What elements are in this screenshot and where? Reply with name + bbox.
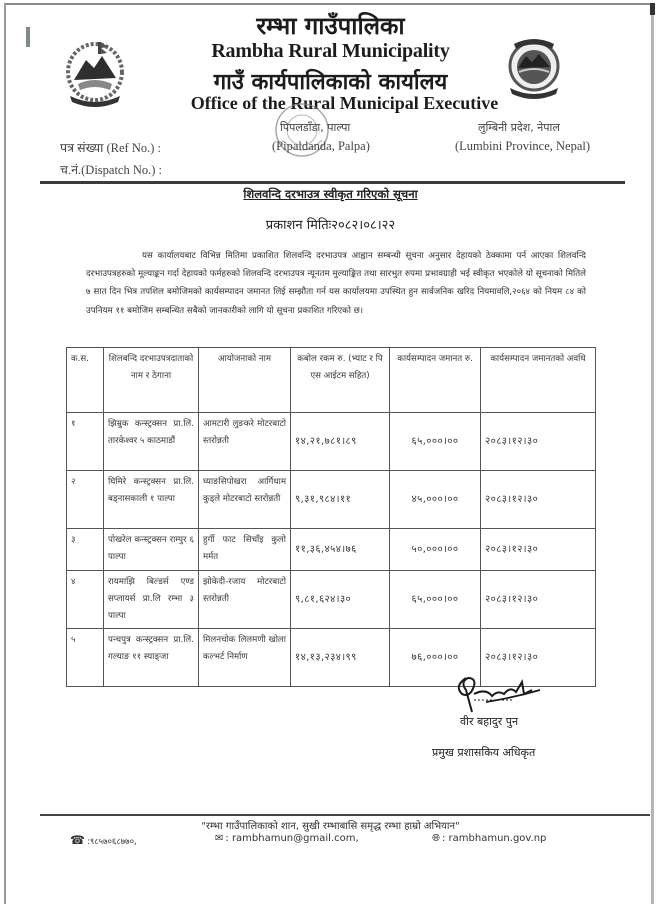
cell-validity: २०८३।१२।३० — [481, 413, 596, 471]
signature-icon — [452, 672, 544, 714]
office-name-nepali: गाउँ कार्यपालिकाको कार्यालय — [213, 70, 448, 95]
email-address[interactable]: : rambhamun@gmail.com, — [225, 833, 359, 844]
cell-validity: २०८३।१२।३० — [481, 529, 596, 571]
globe-icon: 🌐︎ — [432, 833, 440, 844]
cell-sn: ४ — [67, 571, 104, 629]
publication-date: प्रकाशन मितिः२०८२।०८।२२ — [265, 218, 396, 233]
footer-phone — [70, 833, 137, 847]
cell-bidder: घिमिरे कन्स्ट्रक्सन प्रा.लि. बड्नासकाली १ पाल्पा — [104, 471, 199, 529]
cell-validity: २०८३।१२।३० — [481, 571, 596, 629]
cell-project: मिलनचोक लिलमणी खोला कल्भर्ट निर्माण — [199, 629, 291, 687]
cell-bid-amount: ११,३६,४५४।७६ — [291, 529, 390, 571]
header-project: आयोजनाको नाम — [199, 348, 291, 413]
cell-project: झोकेदी-रजाय मोटरबाटो स्तरोन्नती — [199, 571, 291, 629]
cell-sn: १ — [67, 413, 104, 471]
cell-sn: ३ — [67, 529, 104, 571]
ref-no-label: पत्र संख्या (Ref No.) : — [60, 141, 161, 155]
cell-bidder: रायमाझि बिल्डर्स एण्ड सप्लायर्स प्रा.लि रम्भा ३ पाल्पा — [104, 571, 199, 629]
org-name-nepali: रम्भा गाउँपालिका — [256, 12, 405, 40]
table-row — [67, 571, 596, 629]
location-nepali: पिपलडाँडा, पाल्पा — [280, 121, 351, 134]
footer-slogan: "रम्भा गाउँपालिकाको शान, सुखी रम्भाबासि समृद्ध रम्भा हाम्रो अभियान" — [201, 821, 460, 832]
cell-bid-amount: १४,२१,७८१।८९ — [291, 413, 390, 471]
header-sn: क.स. — [67, 348, 104, 413]
header-bid-amount: कबोल रकम रु. (भ्याट र पि एस आईटम सहित) — [291, 348, 390, 413]
footer-email[interactable] — [215, 833, 359, 844]
cell-security: ७६,०००।०० — [390, 629, 481, 687]
notice-title-text: शिलवन्दि दरभाउत्र स्वीकृत गरिएको सूचना — [243, 187, 418, 201]
envelope-icon: ✉ — [215, 833, 224, 844]
dispatch-no-label: च.नं.(Dispatch No.) : — [60, 163, 163, 177]
official-stamp-icon — [262, 100, 342, 170]
cell-project: आमटारी लुङकरे मोटरबाटो स्तरोन्नती — [199, 413, 291, 471]
signatory-name: वीर बहादुर पुन — [460, 715, 519, 728]
header-divider — [40, 181, 625, 184]
org-name-english: Rambha Rural Municipality — [211, 40, 450, 62]
cell-security: ४५,०००।०० — [390, 471, 481, 529]
cell-bid-amount: ९,८१,६२४।३० — [291, 571, 390, 629]
table-row — [67, 529, 596, 571]
cell-security: ५०,०००।०० — [390, 529, 481, 571]
scan-edge-right — [651, 4, 654, 904]
table-row — [67, 413, 596, 471]
notice-title — [0, 187, 661, 202]
cell-security: ६५,०००।०० — [390, 571, 481, 629]
header-bidder: शिलबन्दि दरभाउपत्रदाताको नाम र ठेगाना — [104, 348, 199, 413]
signatory-designation: प्रमुख प्रशासकिय अधिकृत — [432, 746, 536, 759]
cell-bidder: झिम्रुक कन्स्ट्रक्सन प्रा.लि. तारकेश्वर ५ काठमाडौं — [104, 413, 199, 471]
cell-security: ६५,०००।०० — [390, 413, 481, 471]
scan-edge-top — [4, 3, 654, 5]
cell-sn: ५ — [67, 629, 104, 687]
cell-bidder: पोखरेल कन्स्ट्रक्सन राम्पुर ६ पाल्पा — [104, 529, 199, 571]
website-url[interactable]: : rambhamun.gov.np — [442, 833, 547, 844]
footer-website[interactable] — [432, 833, 546, 844]
cell-bidder: पन्चपुत्र कन्स्ट्रक्सन प्रा.लि. गल्याङ ११ स्याङ्जा — [104, 629, 199, 687]
location-english: (Pipaldanda, Palpa) — [272, 139, 370, 153]
cell-bid-amount: १४,१३,२३४।९९ — [291, 629, 390, 687]
cell-sn: २ — [67, 471, 104, 529]
telephone-icon: ☎ — [70, 833, 85, 847]
province-english: (Lumbini Province, Nepal) — [455, 139, 591, 153]
bid-results-table — [66, 347, 596, 687]
cell-validity: २०८३।१२।३० — [481, 629, 596, 687]
province-nepali: लुम्बिनी प्रदेश, नेपाल — [478, 121, 560, 134]
header-validity: कार्यसम्पादन जमानतको अवधि — [481, 348, 596, 413]
cell-bid-amount: ९,३१,९८४।११ — [291, 471, 390, 529]
cell-project: हुर्गी फाट सिचाँइ कुलो मर्मत — [199, 529, 291, 571]
cell-validity: २०८३।१२।३० — [481, 471, 596, 529]
table-header-row — [67, 348, 596, 413]
notice-body: यस कार्यालयबाट विभिन्न मितिमा प्रकाशित शिलवन्दि दरभाउपत्र आह्वान सम्बन्धी सूचना अनुसार देहायको ठेक्कामा पर्न आएका शिलवन्दि दरभाउपत्रहरुको मूल्याङ्कन गर्दा देहायको फर्महरुको शिलवन्दि दरभाउपत्र न्यूनतम मुल्याङ्कित तथा सारभुत रुपमा प्रभावग्राही भई स्वीकृत भएकोले यो सूचनाको मितिले ७ सात दिन भित्र तपशिल बमोजिमको कार्यसम्पादन जमानत लिई सम्झौता गर्न यस कार्यालयमा उपस्थित हुन सार्वजनिक खरिद नियमावलि,२०६४ को नियम ८४ को उपनियम ११ बमोजिम सम्बन्धित सबैको जानकारीको लागि यो सूचना प्रकाशित गरिएको छ। — [86, 251, 586, 316]
phone-number: :९८५७०६८७७०, — [86, 837, 137, 847]
scan-edge-left — [4, 4, 6, 904]
header-security: कार्यसम्पादन जमानत रु. — [390, 348, 481, 413]
table-row — [67, 471, 596, 529]
office-name-english: Office of the Rural Municipal Executive — [190, 93, 499, 113]
footer-divider — [40, 814, 650, 816]
cell-project: घ्याङसिपोखरा आर्गिधाम कुड्ले मोटरबाटो स्तरोन्नती — [199, 471, 291, 529]
